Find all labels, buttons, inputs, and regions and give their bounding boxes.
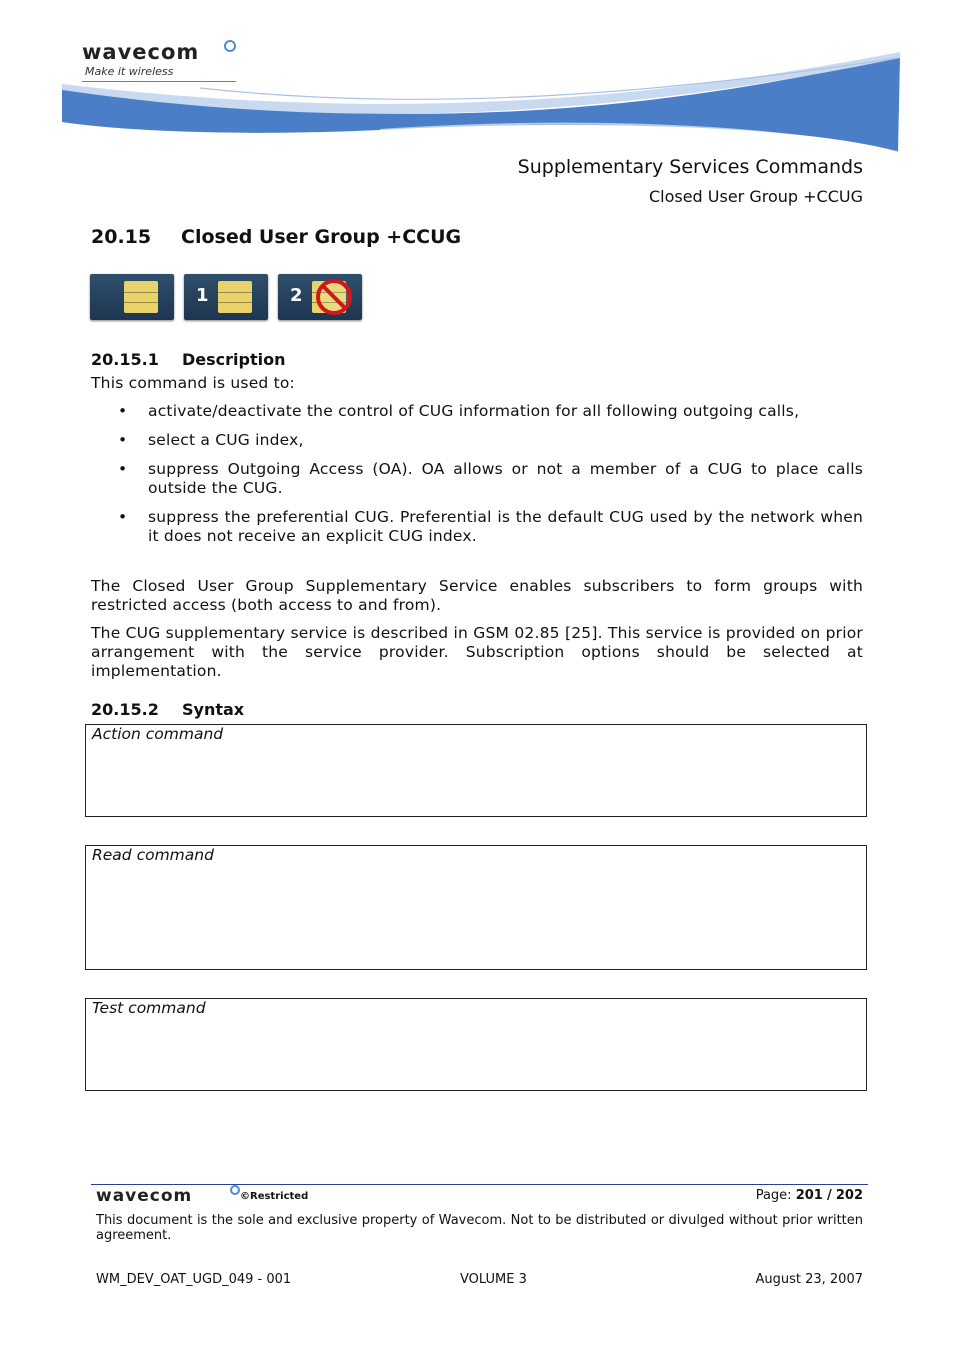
header-subtitle: Closed User Group +CCUG — [648, 187, 863, 206]
sim-badges — [90, 274, 362, 320]
footer-restricted: ©Restricted — [240, 1191, 309, 1202]
footer-volume: VOLUME 3 — [460, 1272, 527, 1287]
action-command-box — [85, 724, 867, 817]
description-number: 20.15.1 — [91, 350, 159, 369]
section-number: 20.15 — [91, 226, 152, 248]
badge-number: 1 — [196, 285, 209, 306]
test-command-label: Test command — [92, 999, 206, 1017]
description-paragraph-1: The Closed User Group Supplementary Service enables subscribers to form groups with restricted access (both access to and from). — [91, 577, 863, 614]
footer-notice: This document is the sole and exclusive property of Wavecom. Not to be distributed or divulged without prior written agreement. — [96, 1213, 863, 1243]
section-title: Closed User Group +CCUG — [181, 226, 462, 248]
brand-tagline: Make it wireless — [85, 65, 174, 78]
footer-wavecom-logo: wavecom — [96, 1186, 193, 1206]
bullet-icon: • — [118, 460, 128, 478]
footer-doc-ref: WM_DEV_OAT_UGD_049 - 001 — [96, 1272, 292, 1287]
sim-card-badge — [90, 274, 174, 320]
read-command-box — [85, 845, 867, 970]
badge-number: 2 — [290, 285, 303, 306]
description-paragraph-2: The CUG supplementary service is described in GSM 02.85 [25]. This service is provided on prior arrangement with the service provider. Subscription options should be selected at implementation. — [91, 624, 863, 680]
footer-logo-swirl-icon — [230, 1185, 240, 1195]
bullet-icon: • — [118, 508, 128, 526]
tagline-rule — [82, 81, 236, 82]
header-title: Supplementary Services Commands — [517, 156, 863, 178]
footer-page-number: Page: 201 / 202 — [755, 1188, 863, 1203]
sim-card-1-badge — [184, 274, 268, 320]
sim-card-2-badge — [278, 274, 362, 320]
test-command-box — [85, 998, 867, 1091]
header-banner — [0, 0, 954, 160]
syntax-title: Syntax — [182, 700, 245, 719]
forbidden-icon — [316, 279, 352, 315]
description-intro: This command is used to: — [91, 374, 295, 392]
list-item: • suppress the preferential CUG. Preferential is the default CUG used by the network when it does not receive an explicit CUG index. — [118, 508, 863, 545]
list-item: • select a CUG index, — [118, 431, 304, 449]
bullet-icon: • — [118, 431, 128, 449]
description-bullets — [91, 402, 863, 556]
section-heading — [91, 226, 461, 248]
syntax-number: 20.15.2 — [91, 700, 159, 719]
description-heading — [91, 350, 285, 369]
logo-swirl-icon — [224, 40, 236, 52]
footer-rule — [91, 1184, 868, 1185]
list-item: • activate/deactivate the control of CUG information for all following outgoing calls, — [118, 402, 800, 420]
read-command-label: Read command — [92, 846, 214, 864]
sim-card-icon — [218, 281, 252, 313]
description-title: Description — [182, 350, 286, 369]
syntax-heading — [91, 700, 244, 719]
sim-card-icon — [124, 281, 158, 313]
bullet-icon: • — [118, 402, 128, 420]
action-command-label: Action command — [92, 725, 224, 743]
list-item: • suppress Outgoing Access (OA). OA allows or not a member of a CUG to place calls outside the CUG. — [118, 460, 863, 497]
wavecom-logo: wavecom — [82, 40, 200, 64]
footer-date: August 23, 2007 — [755, 1272, 863, 1287]
